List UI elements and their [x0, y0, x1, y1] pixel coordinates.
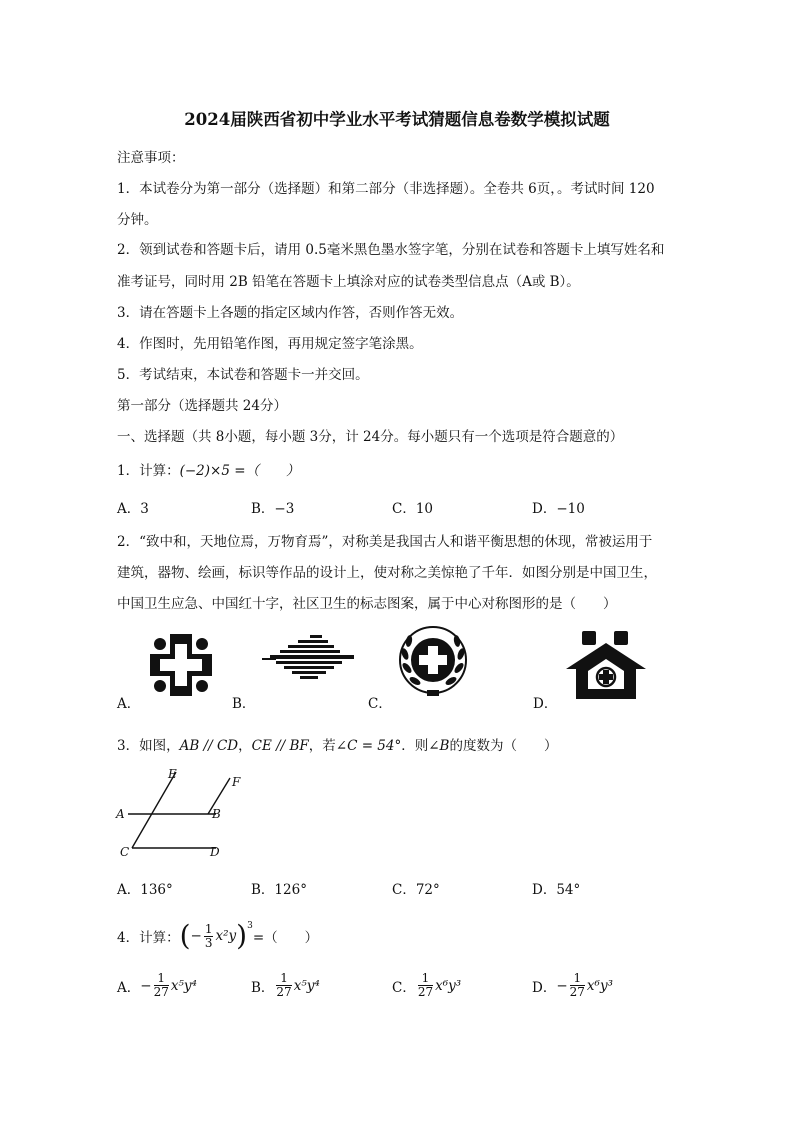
q3-option-b[interactable]: B．126°: [251, 882, 307, 898]
q4-prefix: 4．计算：: [117, 930, 180, 946]
label-b: B: [212, 807, 221, 821]
page-title: 2024届陕西省初中学业水平考试猜题信息卷数学模拟试题: [184, 110, 610, 129]
q1-option-c[interactable]: C．10: [392, 501, 434, 517]
q2-option-c[interactable]: C．: [368, 696, 392, 712]
q2-line-1: 2．“致中和，天地位焉，万物育焉”，对称美是我国古人和谐平衡思想的休现，常被运用于: [117, 534, 653, 550]
label-c: C: [120, 845, 130, 859]
notice-line-5: 3．请在答题卡上各题的指定区域内作答，否则作答无效。: [117, 305, 464, 321]
q3-option-c[interactable]: C．72°: [392, 882, 440, 898]
q2-option-b[interactable]: B．: [232, 696, 256, 712]
section-heading: 一、选择题（共 8小题，每小题 3分，计 24分。每小题只有一个选项是符合题意的）: [117, 429, 624, 445]
notice-line-6: 4．作图时，先用铅笔作图，再用规定签字笔涂黑。: [117, 336, 423, 352]
label-a: A: [116, 807, 125, 821]
q4-tail: =（ ）: [252, 930, 319, 946]
cross-badge-icon: [148, 632, 214, 698]
notice-line-3: 2．领到试卷和答题卡后，请用 0.5毫米黑色墨水签字笔，分别在试卷和答题卡上填写姓名和: [117, 242, 665, 258]
notice-line-4: 准考证号，同时用 2B 铅笔在答题卡上填涂对应的试卷类型信息点（A或 B）。: [117, 274, 580, 290]
q1-option-a[interactable]: A．3: [117, 501, 149, 517]
question-1: [117, 459, 300, 479]
wreath-cross-icon: [396, 624, 470, 698]
q3-tail: ．则: [401, 738, 429, 754]
notice-line-2: 分钟。: [117, 212, 158, 228]
q3-mid: ，若: [308, 738, 336, 754]
q2-option-d[interactable]: D．: [533, 696, 558, 712]
q4-power: 3: [247, 921, 253, 931]
q3-option-a[interactable]: A．136°: [117, 882, 173, 898]
q3-target: ∠B: [428, 738, 450, 754]
q3-condition-2: CE // BF: [251, 738, 309, 754]
q4-option-d[interactable]: D． − $\frac{1}{27}$ x⁶y³: [532, 971, 613, 999]
q3-condition-1: AB // CD: [179, 738, 239, 754]
question-3: 3．如图，AB // CD，CE // BF，若∠C = 54°．则∠B的度数为（ ）: [117, 738, 558, 754]
q3-end: 的度数为（ ）: [449, 738, 558, 754]
question-4: 4．计算： ( − $\frac{1}{3}$ x²y ) $^3$ =（ ）: [117, 919, 319, 952]
q3-angle: ∠C = 54°: [335, 738, 402, 754]
q3-prefix: 3．如图，: [117, 738, 180, 754]
q3-option-d[interactable]: D．54°: [532, 882, 581, 898]
q1-option-b[interactable]: B．−3: [251, 501, 295, 517]
label-f: F: [232, 775, 241, 789]
q2-line-2: 建筑，器物、绘画，标识等作品的设计上，使对称之美惊艳了千年．如图分别是中国卫生，: [117, 565, 657, 581]
q2-option-a[interactable]: A．: [117, 696, 141, 712]
q1-prefix: 1．计算：: [117, 463, 180, 479]
q1-expression: (−2)×5 =（ ）: [179, 463, 300, 479]
q1-option-d[interactable]: D．−10: [532, 501, 585, 517]
q4-inner-term: x²y: [215, 928, 237, 944]
label-d: D: [210, 845, 220, 859]
notice-heading: 注意事项：: [117, 150, 185, 166]
q4-option-b[interactable]: B． $\frac{1}{27}$ x⁵y⁴: [251, 971, 320, 999]
q2-line-3: 中国卫生应急、中国红十字，社区卫生的标志图案，属于中心对称图形的是（ ）: [117, 596, 617, 612]
label-e: E: [168, 767, 177, 781]
notice-line-1: 1．本试卷分为第一部分（选择题）和第二部分（非选择题）。全卷共 6页，。考试时间 120: [117, 181, 655, 197]
q4-option-a[interactable]: A． − $\frac{1}{27}$ x⁵y⁴: [117, 971, 197, 999]
part-heading: 第一部分（选择题共 24分）: [117, 398, 287, 414]
parallel-lines-figure: [112, 766, 242, 862]
notice-line-7: 5．考试结束，本试卷和答题卡一并交回。: [117, 367, 369, 383]
striped-arrow-icon: [262, 633, 358, 683]
q4-option-c[interactable]: C． $\frac{1}{27}$ x⁶y³: [392, 971, 462, 999]
q4-fraction: $\frac{1}{3}$: [204, 921, 213, 950]
community-health-icon: [566, 629, 646, 701]
